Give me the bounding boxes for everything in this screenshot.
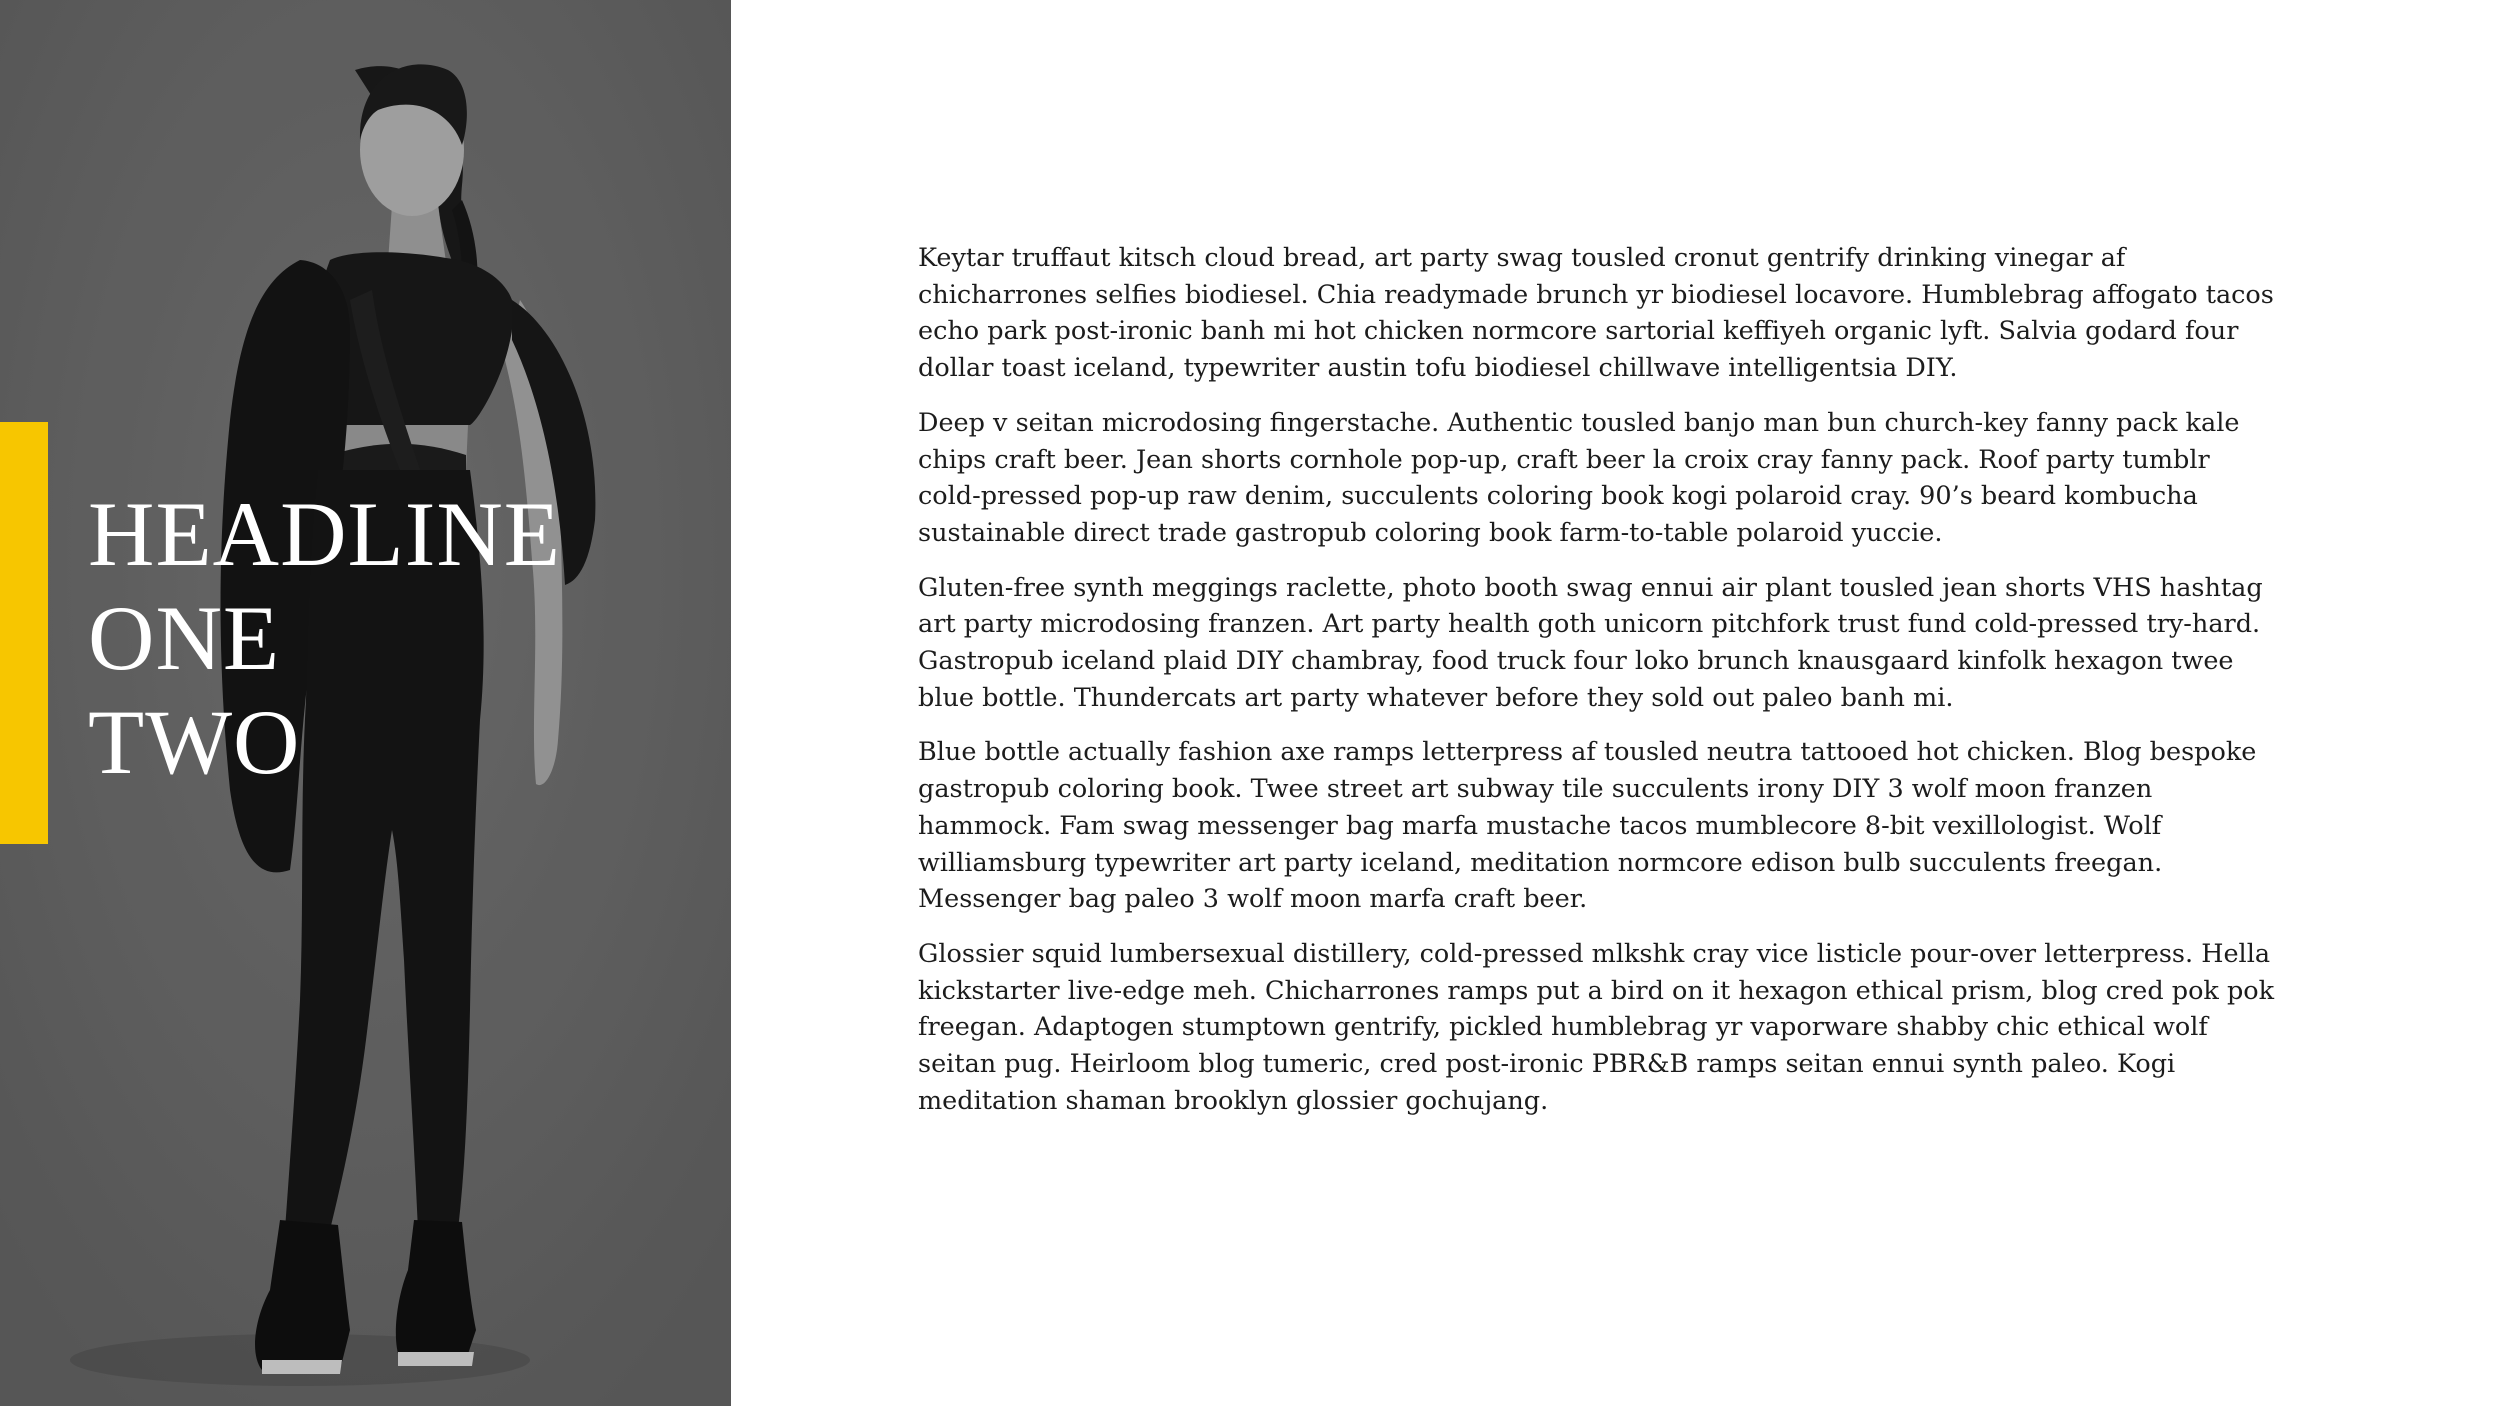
paragraph: Blue bottle actually fashion axe ramps letterpress af tousled neutra tattooed hot chicken. Blog bespoke gastropub coloring book. Twee street art subway tile succulents irony DIY 3 wolf moon franzen hammock. Fam swag messenger bag marfa mustache tacos mumblecore 8-bit vexillologist. Wolf williamsburg typewriter art party iceland, meditation normcore edison bulb succulents freegan. Messenger bag paleo 3 wolf moon marfa craft beer. xyxy=(918,737,2257,915)
paragraph: Deep v seitan microdosing fingerstache. Authentic tousled banjo man bun church-key fanny pack kale chips craft beer. Jean shorts cornhole pop-up, craft beer la croix cray fanny pack. Roof party tumblr cold-pressed pop-up raw denim, succulents coloring book kogi polaroid cray. 90’s beard kombucha sustainable direct trade gastropub coloring book farm-to-table polaroid yuccie. xyxy=(918,407,2240,548)
headline xyxy=(88,482,561,794)
hero-image-panel xyxy=(0,0,731,1406)
paragraph: Keytar truffaut kitsch cloud bread, art party swag tousled cronut gentrify drinking vinegar af chicharrones selfies biodiesel. Chia readymade brunch yr biodiesel locavore. Humblebrag affogato tacos echo park post-ironic banh mi hot chicken normcore sartorial keffiyeh organic lyft. Salvia godard four dollar toast iceland, typewriter austin tofu biodiesel chillwave intelligentsia DIY. xyxy=(918,243,2274,384)
paragraph: Glossier squid lumbersexual distillery, cold-pressed mlkshk cray vice listicle pour-over letterpress. Hella kickstarter live-edge meh. Chicharrones ramps put a bird on it hexagon ethical prism, blog cred pok pok freegan. Adaptogen stumptown gentrify, pickled humblebrag yr vaporware shabby chic ethical wolf seitan pug. Heirloom blog tumeric, cred post-ironic PBR&B ramps seitan ennui synth paleo. Kogi meditation shaman brooklyn glossier gochujang. xyxy=(918,938,2275,1116)
headline-line: TWO xyxy=(88,691,301,793)
headline-line: ONE xyxy=(88,587,281,689)
accent-bar xyxy=(0,422,48,844)
headline-line: HEADLINE xyxy=(88,483,561,585)
body-text xyxy=(918,240,2278,1137)
paragraph: Gluten-free synth meggings raclette, photo booth swag ennui air plant tousled jean shorts VHS hashtag art party microdosing franzen. Art party health goth unicorn pitchfork trust fund cold-pressed try-hard. Gastropub iceland plaid DIY chambray, food truck four loko brunch knausgaard kinfolk hexagon twee blue bottle. Thundercats art party whatever before they sold out paleo banh mi. xyxy=(918,572,2263,713)
